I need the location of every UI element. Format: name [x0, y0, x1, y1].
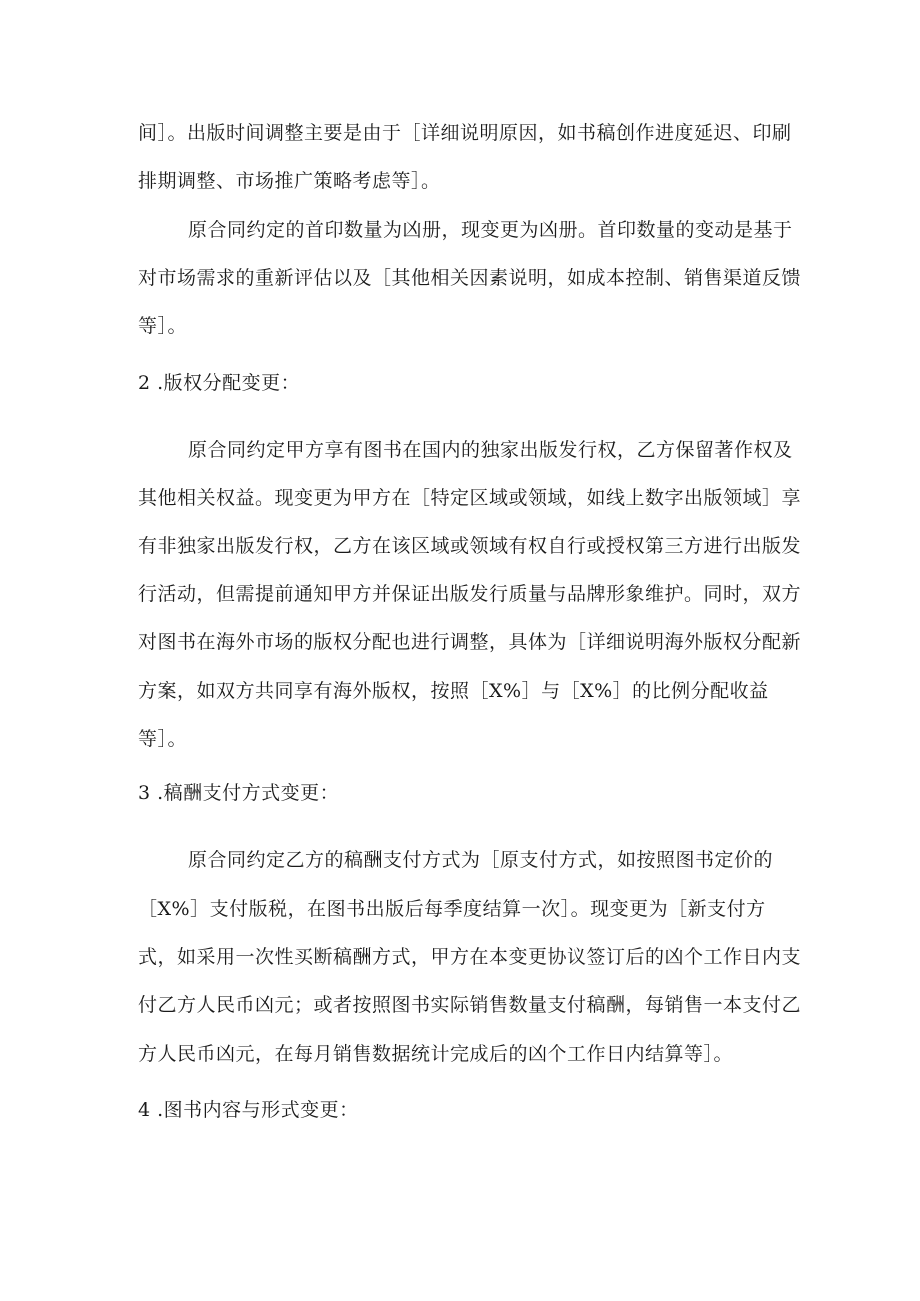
paragraph-line: 有非独家出版发行权，乙方在该区域或领域有权自行或授权第三方进行出版发	[138, 535, 802, 557]
paragraph-line: 行活动，但需提前通知甲方并保证出版发行质量与品牌形象维护。同时，双方	[138, 583, 802, 605]
paragraph-line: ［X%］支付版税，在图书出版后每季度结算一次］。现变更为［新支付方	[138, 898, 766, 920]
paragraph-line: 原合同约定乙方的稿酬支付方式为［原支付方式，如按照图书定价的	[188, 849, 774, 871]
paragraph-line: 式，如采用一次性买断稿酬方式，甲方在本变更协议签订后的凶个工作日内支	[138, 946, 802, 968]
paragraph-line: 方案，如双方共同享有海外版权，按照［X%］与［X%］的比例分配收益	[138, 680, 769, 702]
section-heading: 2 .版权分配变更：	[138, 372, 301, 394]
paragraph-line: 等］。	[138, 728, 188, 750]
section-heading: 4 .图书内容与形式变更：	[138, 1099, 359, 1121]
paragraph-line: 原合同约定甲方享有图书在国内的独家出版发行权，乙方保留著作权及	[188, 439, 793, 461]
paragraph-line: 等］。	[138, 315, 188, 337]
paragraph-line: 原合同约定的首印数量为凶册，现变更为凶册。首印数量的变动是基于	[188, 219, 793, 241]
paragraph-line: 方人民币凶元，在每月销售数据统计完成后的凶个工作日内结算等］。	[138, 1043, 734, 1065]
paragraph-line: 间］。出版时间调整主要是由于［详细说明原因，如书稿创作进度延迟、印刷	[138, 122, 792, 144]
paragraph-line: 排期调整、市场推广策略考虑等］。	[138, 170, 441, 192]
paragraph-line: 对图书在海外市场的版权分配也进行调整，具体为［详细说明海外版权分配新	[138, 631, 802, 653]
paragraph-line: 付乙方人民币凶元；或者按照图书实际销售数量支付稿酬，每销售一本支付乙	[138, 994, 802, 1016]
paragraph-line: 其他相关权益。现变更为甲方在［特定区域或领域，如线上数字出版领域］享	[138, 487, 802, 509]
section-heading: 3 .稿酬支付方式变更：	[138, 782, 340, 804]
paragraph-line: 对市场需求的重新评估以及［其他相关因素说明，如成本控制、销售渠道反馈	[138, 267, 802, 289]
